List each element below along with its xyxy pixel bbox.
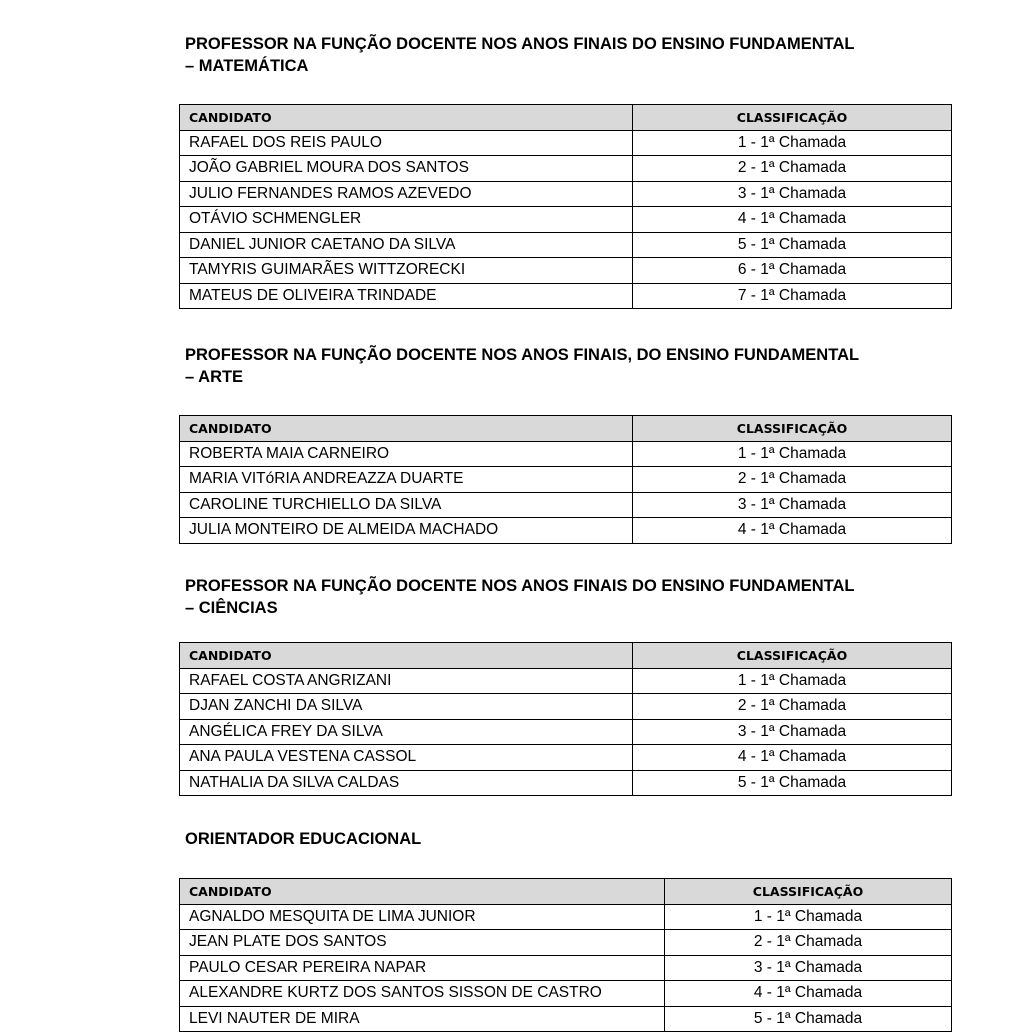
section-title-line2: – MATEMÁTICA	[185, 57, 309, 75]
table-header-row	[180, 416, 952, 442]
col-header-candidato: CANDIDATO	[180, 879, 665, 905]
candidate-name: JULIA MONTEIRO DE ALMEIDA MACHADO	[180, 518, 633, 544]
section-title-ciencias	[185, 575, 975, 619]
candidate-name: ANA PAULA VESTENA CASSOL	[180, 745, 633, 771]
classification: 2 - 1ª Chamada	[633, 694, 952, 720]
col-header-candidato: CANDIDATO	[180, 643, 633, 669]
table-row	[180, 156, 952, 182]
table-row	[180, 904, 952, 930]
col-header-classificacao: CLASSIFICAÇÃO	[633, 643, 952, 669]
section-title-orientador	[185, 828, 975, 850]
section-title-arte	[185, 344, 975, 388]
candidate-name: JULIO FERNANDES RAMOS AZEVEDO	[180, 181, 633, 207]
candidate-name: ANGÉLICA FREY DA SILVA	[180, 719, 633, 745]
col-header-candidato: CANDIDATO	[180, 416, 633, 442]
table-header-row	[180, 643, 952, 669]
candidate-name: ROBERTA MAIA CARNEIRO	[180, 441, 633, 467]
classification: 4 - 1ª Chamada	[633, 518, 952, 544]
section-title-line1: PROFESSOR NA FUNÇÃO DOCENTE NOS ANOS FINAIS DO ENSINO FUNDAMENTAL	[185, 35, 855, 53]
candidate-name: RAFAEL DOS REIS PAULO	[180, 130, 633, 156]
table-header-row	[180, 105, 952, 131]
section-title-line2: – ARTE	[185, 368, 244, 386]
candidate-name: DANIEL JUNIOR CAETANO DA SILVA	[180, 232, 633, 258]
candidate-name: JEAN PLATE DOS SANTOS	[180, 930, 665, 956]
classification: 1 - 1ª Chamada	[633, 441, 952, 467]
col-header-classificacao: CLASSIFICAÇÃO	[665, 879, 952, 905]
candidate-name: ALEXANDRE KURTZ DOS SANTOS SISSON DE CASTRO	[180, 981, 665, 1007]
classification: 2 - 1ª Chamada	[633, 467, 952, 493]
table-header-row	[180, 879, 952, 905]
candidate-name: PAULO CESAR PEREIRA NAPAR	[180, 955, 665, 981]
candidate-name: NATHALIA DA SILVA CALDAS	[180, 770, 633, 796]
classification: 1 - 1ª Chamada	[633, 668, 952, 694]
table-row	[180, 232, 952, 258]
candidate-name: OTÁVIO SCHMENGLER	[180, 207, 633, 233]
table-arte	[179, 415, 952, 544]
col-header-classificacao: CLASSIFICAÇÃO	[633, 105, 952, 131]
table-ciencias	[179, 642, 952, 796]
table-row	[180, 745, 952, 771]
table-row	[180, 441, 952, 467]
table-row	[180, 1006, 952, 1032]
table-row	[180, 207, 952, 233]
section-title-matematica	[185, 33, 975, 77]
candidate-name: RAFAEL COSTA ANGRIZANI	[180, 668, 633, 694]
classification: 2 - 1ª Chamada	[665, 930, 952, 956]
classification: 3 - 1ª Chamada	[633, 719, 952, 745]
table-row	[180, 930, 952, 956]
table-row	[180, 258, 952, 284]
section-title-line1: PROFESSOR NA FUNÇÃO DOCENTE NOS ANOS FINAIS DO ENSINO FUNDAMENTAL	[185, 577, 855, 595]
table-row	[180, 130, 952, 156]
classification: 3 - 1ª Chamada	[665, 955, 952, 981]
classification: 3 - 1ª Chamada	[633, 492, 952, 518]
table-row	[180, 283, 952, 309]
table-row	[180, 770, 952, 796]
classification: 4 - 1ª Chamada	[633, 745, 952, 771]
candidate-name: DJAN ZANCHI DA SILVA	[180, 694, 633, 720]
section-title-line1: ORIENTADOR EDUCACIONAL	[185, 830, 422, 848]
classification: 3 - 1ª Chamada	[633, 181, 952, 207]
candidate-name: CAROLINE TURCHIELLO DA SILVA	[180, 492, 633, 518]
classification: 1 - 1ª Chamada	[665, 904, 952, 930]
candidate-name: TAMYRIS GUIMARÃES WITTZORECKI	[180, 258, 633, 284]
table-row	[180, 467, 952, 493]
col-header-candidato: CANDIDATO	[180, 105, 633, 131]
classification: 7 - 1ª Chamada	[633, 283, 952, 309]
classification: 2 - 1ª Chamada	[633, 156, 952, 182]
classification: 1 - 1ª Chamada	[633, 130, 952, 156]
table-row	[180, 492, 952, 518]
table-row	[180, 955, 952, 981]
candidate-name: MARIA VITóRIA ANDREAZZA DUARTE	[180, 467, 633, 493]
table-matematica	[179, 104, 952, 309]
classification: 6 - 1ª Chamada	[633, 258, 952, 284]
col-header-classificacao: CLASSIFICAÇÃO	[633, 416, 952, 442]
table-row	[180, 668, 952, 694]
table-row	[180, 719, 952, 745]
section-title-line1: PROFESSOR NA FUNÇÃO DOCENTE NOS ANOS FINAIS, DO ENSINO FUNDAMENTAL	[185, 346, 860, 364]
table-row	[180, 981, 952, 1007]
classification: 5 - 1ª Chamada	[665, 1006, 952, 1032]
section-title-line2: – CIÊNCIAS	[185, 599, 278, 617]
table-row	[180, 518, 952, 544]
classification: 5 - 1ª Chamada	[633, 770, 952, 796]
classification: 4 - 1ª Chamada	[665, 981, 952, 1007]
table-row	[180, 181, 952, 207]
classification: 4 - 1ª Chamada	[633, 207, 952, 233]
classification: 5 - 1ª Chamada	[633, 232, 952, 258]
candidate-name: MATEUS DE OLIVEIRA TRINDADE	[180, 283, 633, 309]
candidate-name: AGNALDO MESQUITA DE LIMA JUNIOR	[180, 904, 665, 930]
candidate-name: LEVI NAUTER DE MIRA	[180, 1006, 665, 1032]
candidate-name: JOÃO GABRIEL MOURA DOS SANTOS	[180, 156, 633, 182]
table-row	[180, 694, 952, 720]
table-orientador	[179, 878, 952, 1032]
